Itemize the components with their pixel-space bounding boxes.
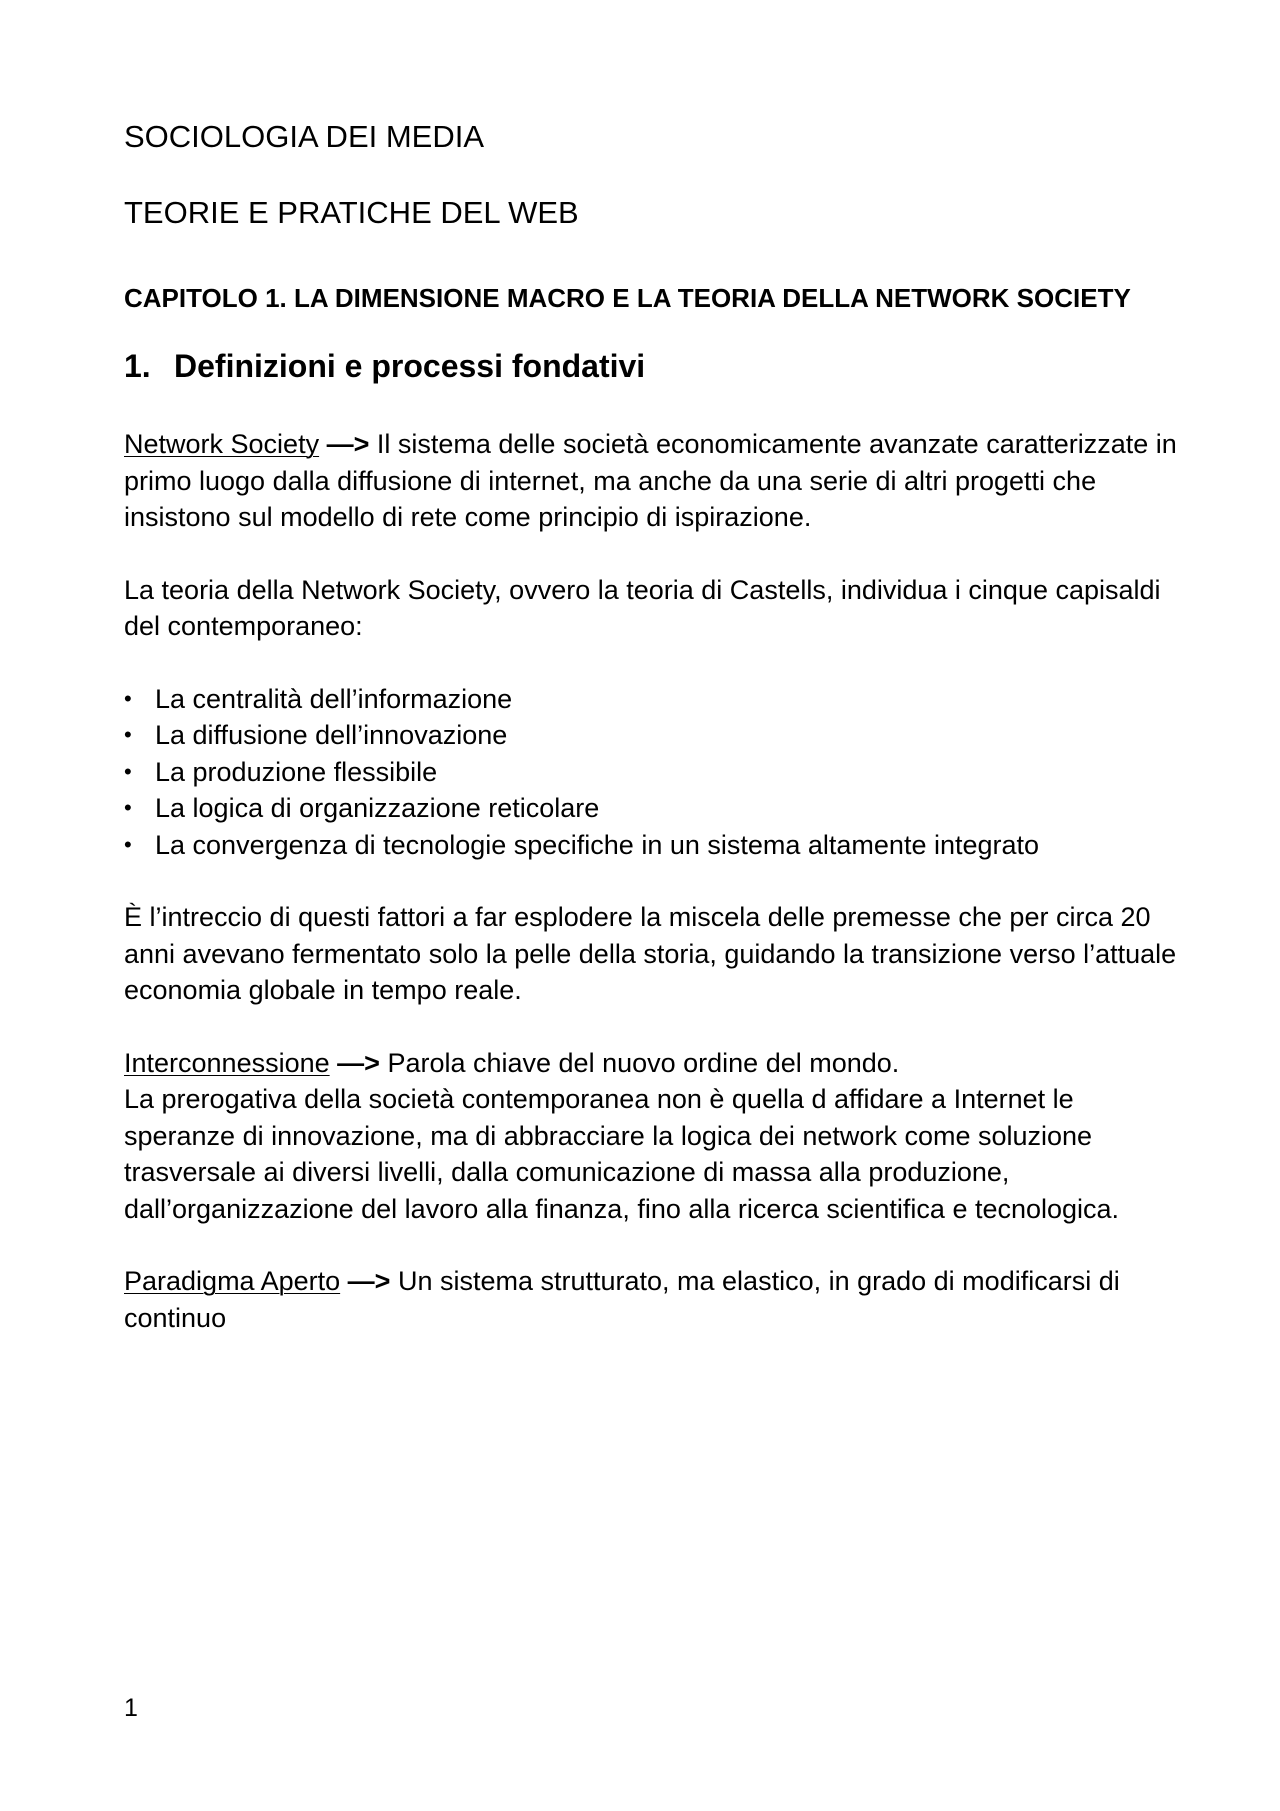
list-item: • La logica di organizzazione reticolare	[124, 790, 1184, 827]
list-item: • La convergenza di tecnologie specifiche in un sistema altamente integrato	[124, 827, 1184, 864]
list-item: • La diffusione dell’innovazione	[124, 717, 1184, 754]
term-paradigma-aperto: Paradigma Aperto	[124, 1266, 341, 1296]
document-title: SOCIOLOGIA DEI MEDIA	[124, 119, 485, 154]
definition-paradigma-aperto-text: Un sistema strutturato, ma elastico, in grado di modificarsi di continuo	[124, 1266, 1120, 1333]
bullet-icon: •	[124, 831, 132, 857]
arrow-glyph: —>	[337, 1047, 380, 1078]
definition-interconnessione	[124, 1045, 1184, 1082]
section-title: Definizioni e processi fondativi	[174, 348, 646, 384]
list-item: • La produzione flessibile	[124, 754, 1184, 791]
document-subtitle: TEORIE E PRATICHE DEL WEB	[124, 195, 579, 230]
paragraph-prerogativa: La prerogativa della società contemporanea non è quella d affidare a Internet le speranze di innovazione, ma di abbracciare la logica dei network come soluzione trasversale ai diversi livelli, dalla comunicazione di massa alla produzione, dall’organizzazione del lavoro alla finanza, fino alla ricerca scientifica e tecnologica.	[124, 1084, 1120, 1224]
bullet-icon: •	[124, 795, 132, 820]
definition-network-society-text: Il sistema delle società economicamente avanzate caratterizzate in primo luogo dalla diffusione di internet, ma anche da una serie di altri progetti che insistono sul modello di rete come principio di ispirazione.	[124, 429, 1177, 532]
paragraph-castells: La teoria della Network Society, ovvero la teoria di Castells, individua i cinque capisaldi del contemporaneo:	[124, 574, 1161, 641]
bullet-list	[124, 681, 1184, 864]
page-number: 1	[124, 1694, 138, 1722]
bullet-icon: •	[124, 685, 132, 711]
term-network-society: Network Society	[124, 429, 320, 459]
section-heading	[124, 346, 1184, 386]
bullet-icon: •	[124, 722, 132, 747]
list-item: • La centralità dell’informazione	[124, 681, 1184, 718]
document-page	[124, 118, 1184, 1336]
arrow-glyph: —>	[326, 429, 370, 459]
term-interconnessione: Interconnessione	[124, 1047, 330, 1078]
arrow-glyph: —>	[347, 1266, 391, 1296]
chapter-heading: CAPITOLO 1. LA DIMENSIONE MACRO E LA TEORIA DELLA NETWORK SOCIETY	[124, 283, 1131, 313]
definition-paradigma-aperto	[124, 1263, 1184, 1336]
definition-interconnessione-text: Parola chiave del nuovo ordine del mondo.	[379, 1047, 900, 1078]
bullet-icon: •	[124, 758, 132, 784]
section-number: 1.	[124, 348, 151, 384]
paragraph-intreccio: È l’intreccio di questi fattori a far esplodere la miscela delle premesse che per circa 20 anni avevano fermentato solo la pelle della storia, guidando la transizione verso l’attuale economia globale in tempo reale.	[124, 902, 1177, 1005]
definition-network-society	[124, 426, 1184, 536]
